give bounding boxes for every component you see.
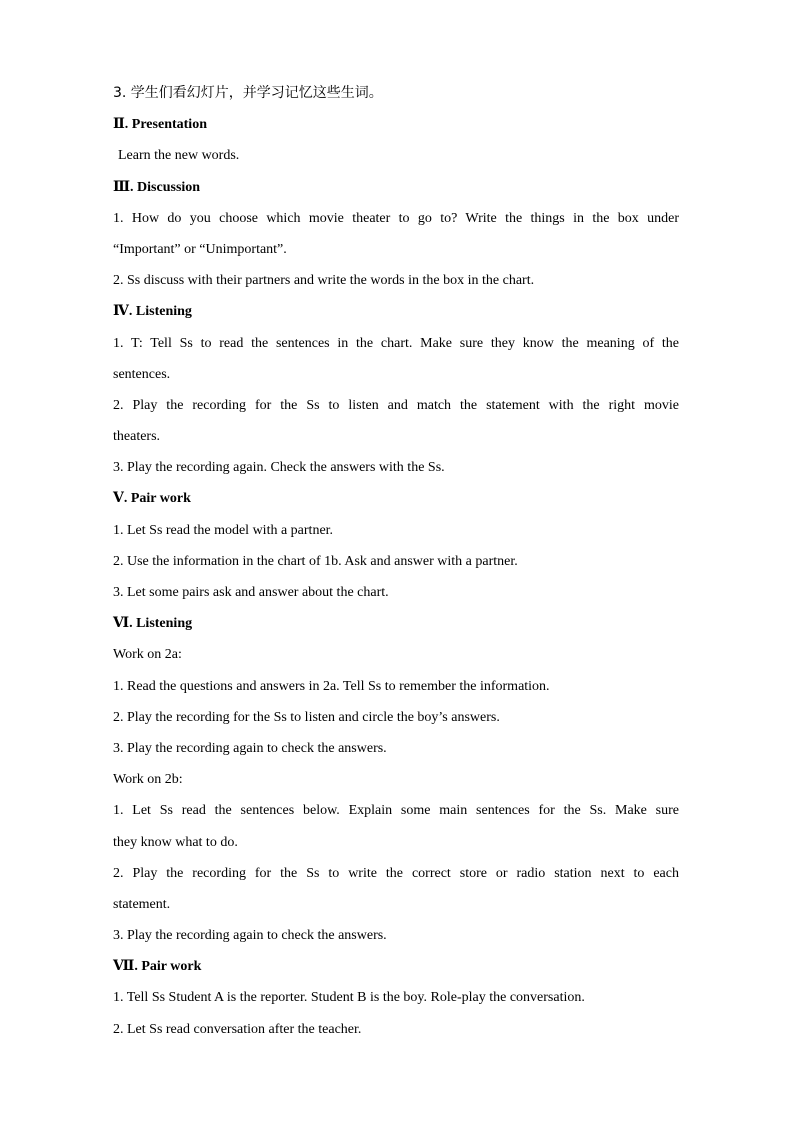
discussion-item-1-line-1: 1. How do you choose which movie theater to go to? Write the things in the box under xyxy=(113,210,679,226)
presentation-text: Learn the new words. xyxy=(118,148,240,164)
section-listening-heading: Ⅳ. Listening xyxy=(113,304,192,320)
pair-work-item-2: 2. Use the information in the chart of 1b. Ask and answer with a partner. xyxy=(113,553,518,569)
listening-item-3: 3. Play the recording again. Check the answers with the Ss. xyxy=(113,460,445,476)
work-2b-item-2-line-2: statement. xyxy=(113,896,171,912)
work-2b-item-1-line-1: 1. Let Ss read the sentences below. Explain some main sentences for the Ss. Make sure xyxy=(113,803,679,819)
work-2a-item-3: 3. Play the recording again to check the answers. xyxy=(113,740,387,756)
listening-item-2-line-2: theaters. xyxy=(113,429,161,445)
work-2b-item-1-line-2: they know what to do. xyxy=(113,834,238,850)
listening-item-1-line-2: sentences. xyxy=(113,366,171,382)
pair-work-item-3: 3. Let some pairs ask and answer about the chart. xyxy=(113,585,389,600)
section-presentation-heading: Ⅱ. Presentation xyxy=(113,117,207,133)
document-page xyxy=(113,78,679,1045)
pair-work-item-1: 1. Let Ss read the model with a partner. xyxy=(113,522,334,538)
work-on-2a-label: Work on 2a: xyxy=(113,647,182,663)
work-2b-item-3: 3. Play the recording again to check the answers. xyxy=(113,928,387,944)
listening-item-1-line-1: 1. T: Tell Ss to read the sentences in the chart. Make sure they know the meaning of the xyxy=(113,335,679,351)
discussion-item-2: 2. Ss discuss with their partners and write the words in the box in the chart. xyxy=(113,273,535,289)
work-2a-item-1: 1. Read the questions and answers in 2a. Tell Ss to remember the information. xyxy=(113,678,550,694)
section-pair-work-heading: Ⅴ. Pair work xyxy=(113,491,191,507)
section-pair-work-2-heading: Ⅶ. Pair work xyxy=(113,959,202,975)
section-listening-2-heading: Ⅵ. Listening xyxy=(113,616,193,632)
discussion-item-1-line-2: “Important” or “Unimportant”. xyxy=(113,241,287,257)
step-3-chinese: 3. 学生们看幻灯片，并学习记忆这些生词。 xyxy=(113,85,383,101)
work-on-2b-label: Work on 2b: xyxy=(113,772,183,788)
work-2b-item-2-line-1: 2. Play the recording for the Ss to write the correct store or radio station next to each xyxy=(113,865,679,881)
section-discussion-heading: Ⅲ. Discussion xyxy=(113,179,201,195)
pair-work-2-item-1: 1. Tell Ss Student A is the reporter. Student B is the boy. Role-play the conversation. xyxy=(113,990,585,1006)
pair-work-2-item-2: 2. Let Ss read conversation after the teacher. xyxy=(113,1021,362,1037)
work-2a-item-2: 2. Play the recording for the Ss to listen and circle the boy’s answers. xyxy=(113,709,500,725)
listening-item-2-line-1: 2. Play the recording for the Ss to listen and match the statement with the right movie xyxy=(113,397,679,413)
